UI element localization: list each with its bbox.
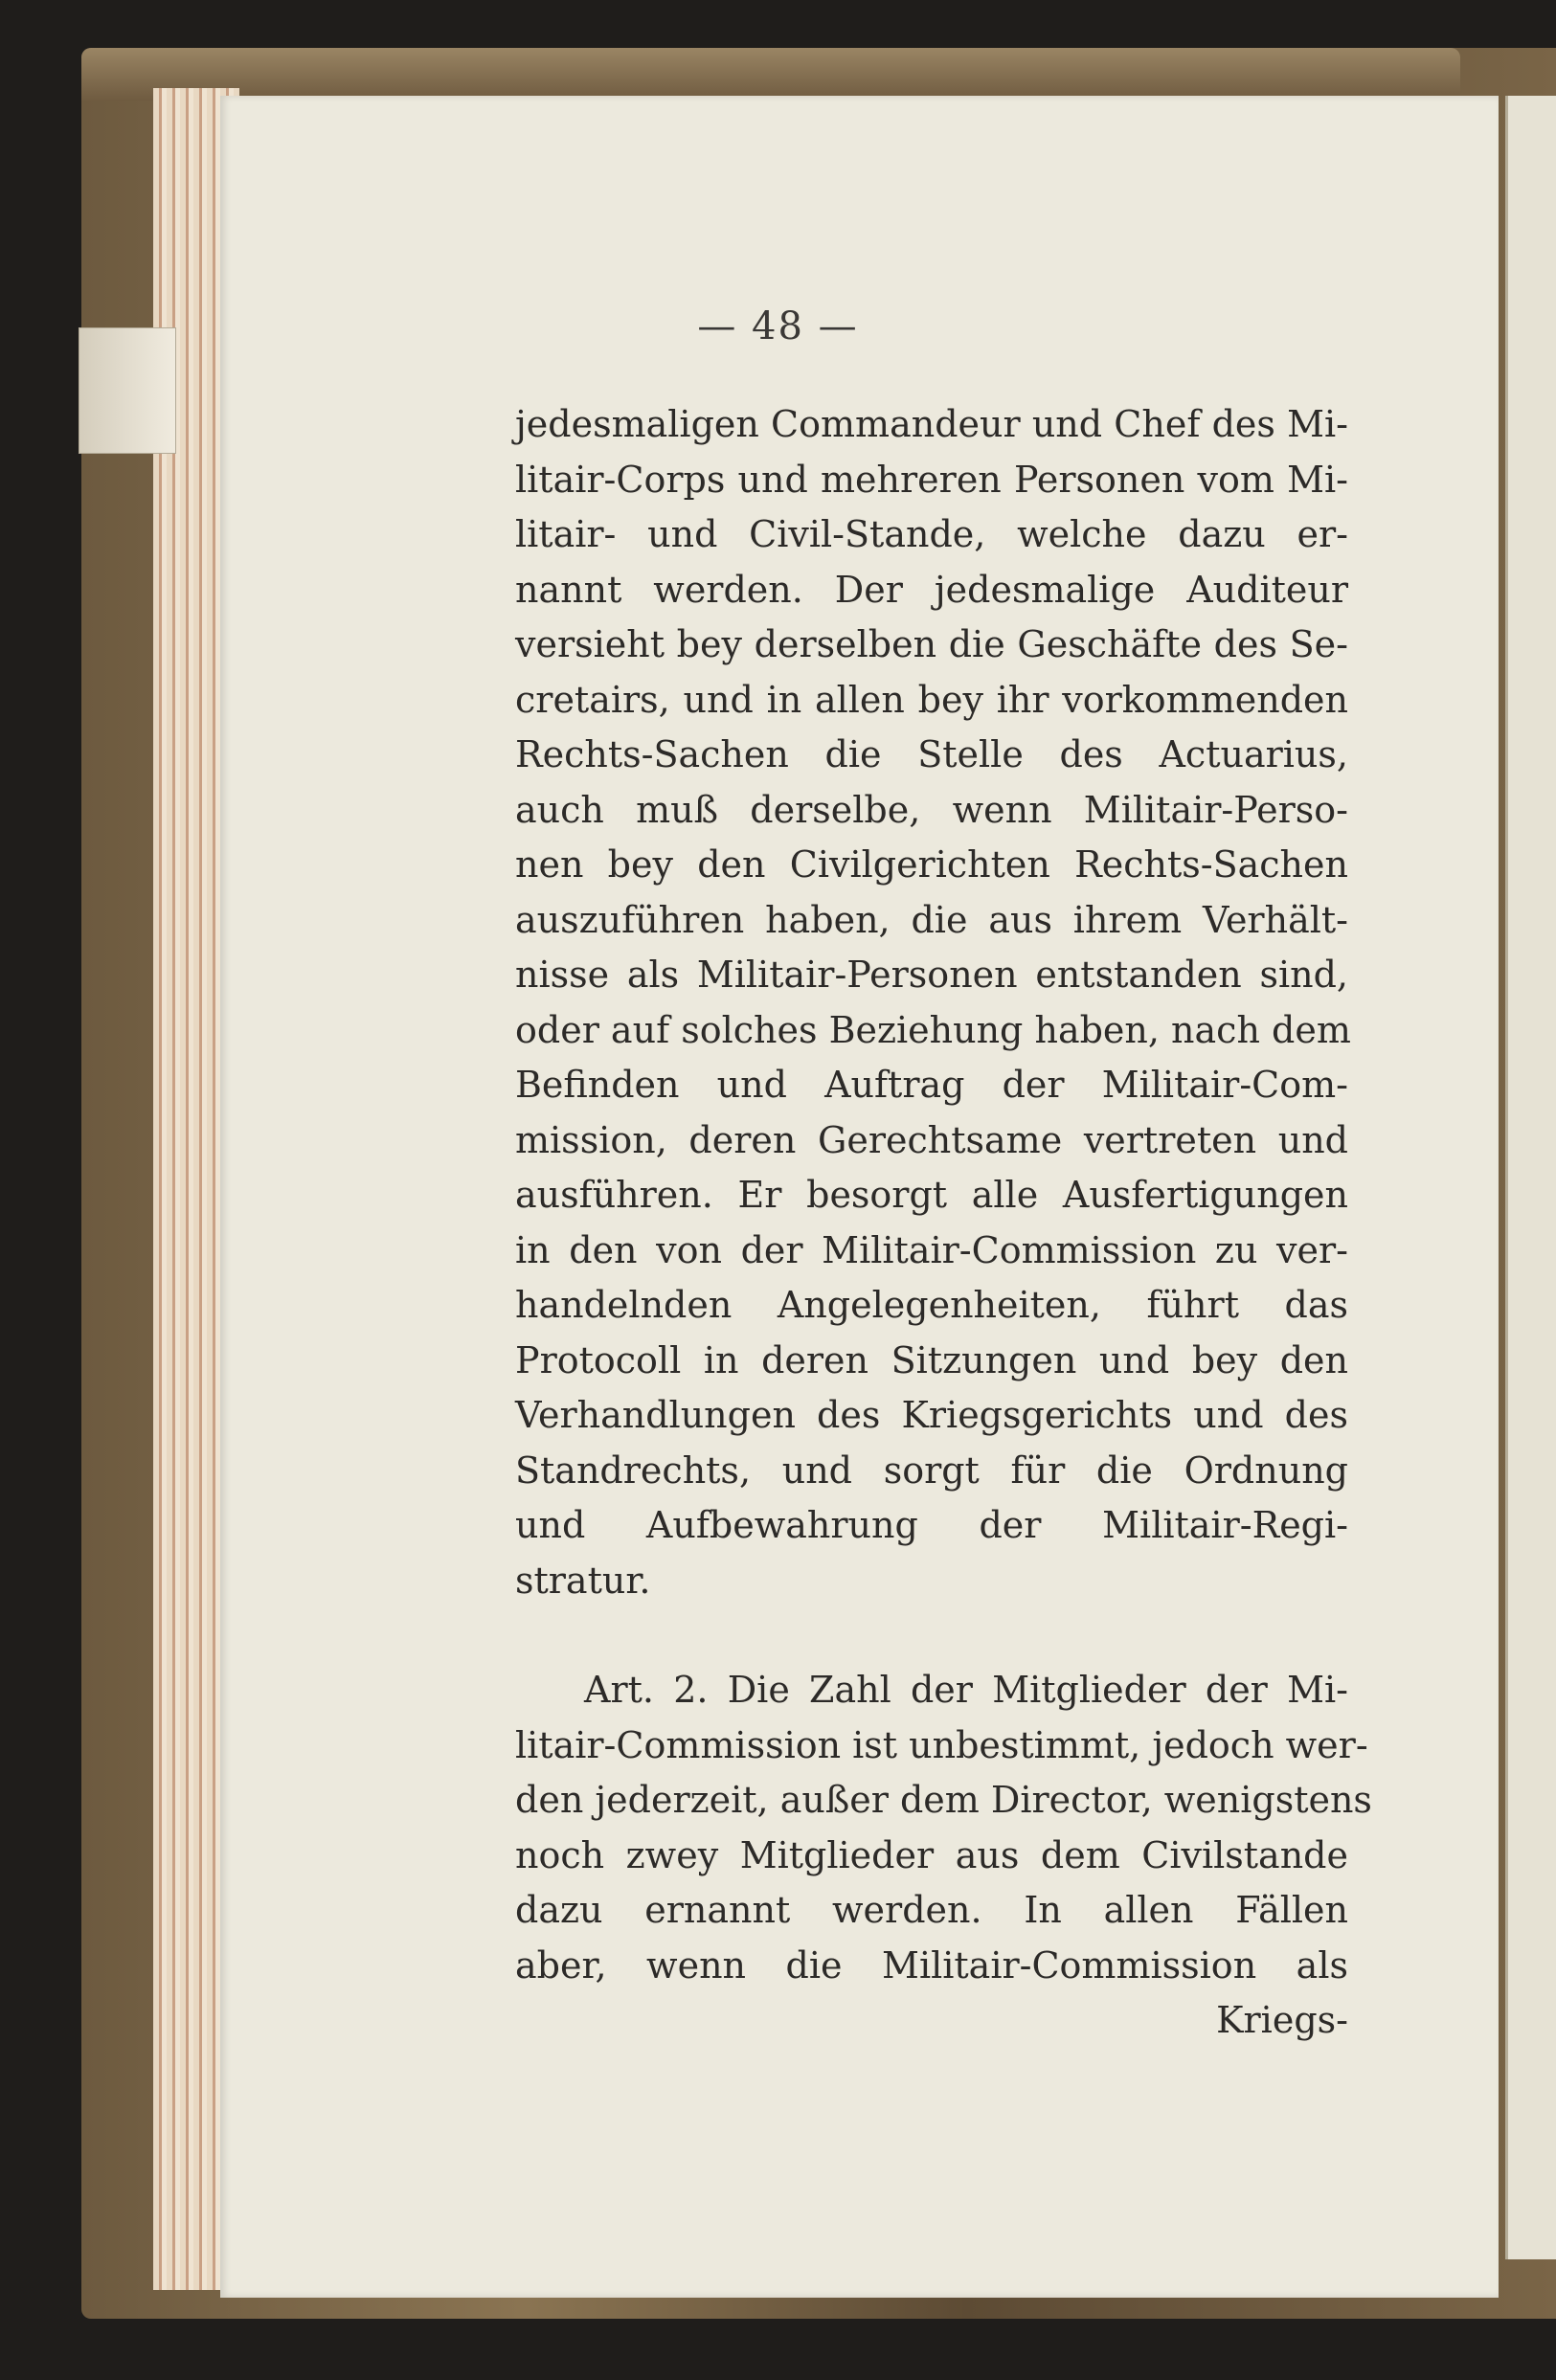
text-line: litair-Commission ist unbestimmt, jedoch wer-: [515, 1723, 1368, 1766]
text-line: Protocoll in deren Sitzungen und bey den: [515, 1338, 1348, 1381]
text-line: versieht bey derselben die Geschäfte des Se-: [515, 623, 1348, 665]
text-line: mission, deren Gerechtsame vertreten und: [515, 1118, 1348, 1161]
text-line: nisse als Militair-Personen entstanden sind,: [515, 954, 1348, 996]
text-line: handelnden Angelegenheiten, führt das: [515, 1284, 1348, 1326]
text-line: litair-Corps und mehreren Personen vom Mi-: [515, 458, 1348, 501]
text-line: in den von der Militair-Commission zu ver-: [515, 1228, 1348, 1271]
text-line: nen bey den Civilgerichten Rechts-Sachen: [515, 843, 1348, 886]
text-line: Befinden und Auftrag der Militair-Com-: [515, 1064, 1348, 1106]
book-cover-top-edge: [81, 48, 1460, 101]
text-line: nannt werden. Der jedesmalige Auditeur: [515, 568, 1348, 611]
paragraph-gap: [515, 1608, 1348, 1663]
text-line: den jederzeit, außer dem Director, wenigstens: [515, 1779, 1372, 1821]
text-line: jedesmaligen Commandeur und Chef des Mi-: [515, 403, 1348, 445]
text-line: auch muß derselbe, wenn Militair-Perso-: [515, 788, 1348, 831]
next-page-edge: [1505, 96, 1556, 2259]
text-line: auszuführen haben, die aus ihrem Verhält-: [515, 898, 1348, 941]
text-line: dazu ernannt werden. In allen Fällen: [515, 1889, 1348, 1931]
text-line: Verhandlungen des Kriegsgerichts und des: [515, 1394, 1348, 1436]
page-text: [515, 397, 1372, 2049]
text-line: oder auf solches Beziehung haben, nach dem: [515, 1008, 1351, 1051]
text-line: Standrechts, und sorgt für die Ordnung: [515, 1448, 1348, 1492]
text-line: litair- und Civil-Stande, welche dazu er-: [515, 513, 1348, 555]
text-line: noch zwey Mitglieder aus dem Civilstande: [515, 1833, 1348, 1876]
text-line: cretairs, und in allen bey ihr vorkommenden: [515, 678, 1348, 721]
text-line: Rechts-Sachen die Stelle des Actuarius,: [515, 733, 1348, 775]
catchword: Kriegs-: [1216, 1999, 1348, 2041]
page-number-header: — 48 —: [697, 304, 859, 348]
text-line: aber, wenn die Militair-Commission als: [515, 1943, 1348, 1987]
text-line: Art. 2. Die Zahl der Mitglieder der Mi-: [584, 1669, 1348, 1711]
text-line: ausführen. Er besorgt alle Ausfertigungen: [515, 1174, 1348, 1216]
text-line: stratur.: [515, 1559, 651, 1602]
text-line: und Aufbewahrung der Militair-Regi-: [515, 1504, 1348, 1546]
